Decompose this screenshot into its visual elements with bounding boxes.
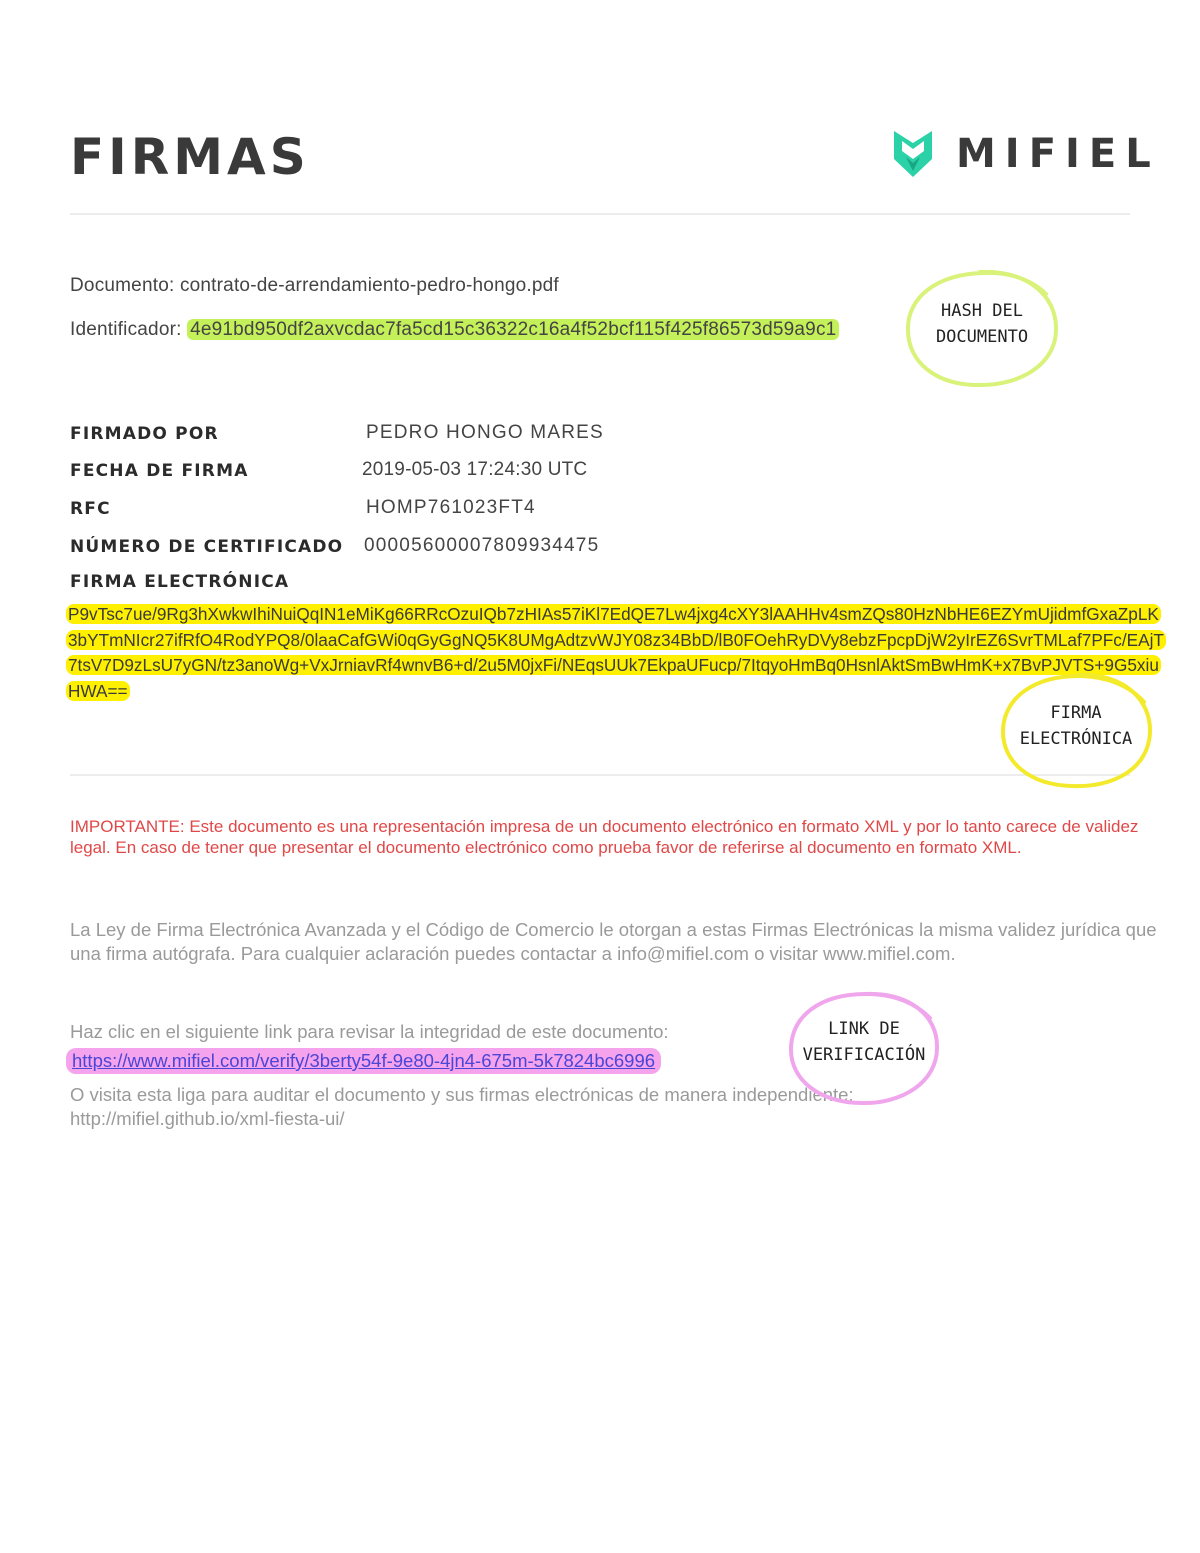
important-notice: IMPORTANTE: Este documento es una representación impresa de un documento electrónico en formato XML y por lo tanto carece de validez legal. En caso de tener que presentar el documento electrónico como prueba favor de referirse al documento en formato XML. — [70, 817, 1139, 857]
document-name: contrato-de-arrendamiento-pedro-hongo.pdf — [179, 275, 559, 296]
certificate-number-label: NÚMERO DE CERTIFICADO — [70, 537, 344, 557]
hash-annotation-line2: DOCUMENTO — [935, 327, 1029, 347]
hash-annotation-label — [908, 298, 1056, 350]
electronic-signature-text: P9vTsc7ue/9Rg3hXwkwIhiNuiQqIN1eMiKg66RRcOzuIQb7zHIAs57iKl7EdQE7Lw4jxg4cXY3lAAHHv4smZQs80HzNbHE6EZYmUjidmfGxaZpLK3bYTmNIcr27ifRfO4RodYPQ8/0laaCafGWi0qGyGgNQ5K8UMgAdtzvWJY08z34BbD/lB0FOehRyDVy8ebzFpcpDjW2yIrEZ6SvrTMLaf7PFc/EAjT7tsV7D9zLsU7yGN/tz3anoWg+VxJrniavRf4wnvB6+d/2u5M0jxFi/NEqsUUk7EkpaUFucp/7ItqyoHmBq0HsnlAktSmBwHmK+x7BvPJVTS+9G5xiuHWA== — [68, 604, 1164, 701]
certificate-number-value: 00005600007809934475 — [364, 535, 600, 556]
electronic-signature-label: FIRMA ELECTRÓNICA — [70, 572, 290, 592]
header-divider — [70, 213, 1130, 215]
identifier-label: Identificador: — [70, 319, 182, 340]
page-title: FIRMAS — [70, 128, 310, 186]
audit-intro: O visita esta liga para auditar el documento y sus firmas electrónicas de manera independiente: — [70, 1084, 854, 1105]
brand-name: MIFIEL — [956, 131, 1160, 177]
link-annotation-line1: LINK DE — [828, 1019, 900, 1039]
verify-link[interactable]: https://www.mifiel.com/verify/3berty54f-9e80-4jn4-675m-5k7824bc6996 — [66, 1048, 661, 1074]
signed-by-label: FIRMADO POR — [70, 424, 219, 444]
signature-divider — [70, 774, 1130, 776]
identifier-hash: 4e91bd950df2axvcdac7fa5cd15c36322c16a4f52bcf115f425f86573d59a9c1 — [187, 319, 839, 340]
mifiel-logo-icon — [892, 129, 934, 179]
document-line — [70, 275, 559, 297]
legal-notice: La Ley de Firma Electrónica Avanzada y el Código de Comercio le otorgan a estas Firmas Electrónicas la misma validez jurídica que una firma autógrafa. Para cualquier aclaración puedes contactar a info@mifiel.com o visitar www.mifiel.com. — [70, 919, 1157, 964]
rfc-label: RFC — [70, 499, 111, 519]
identifier-line — [70, 319, 839, 341]
signature-annotation-line2: ELECTRÓNICA — [1019, 729, 1133, 749]
signature-date-label: FECHA DE FIRMA — [70, 461, 249, 481]
document-label: Documento: — [70, 275, 175, 296]
signature-annotation-label — [1002, 700, 1150, 752]
brand-logo — [892, 128, 1160, 180]
signature-annotation-line1: FIRMA — [1050, 703, 1102, 723]
verify-intro: Haz clic en el siguiente link para revisar la integridad de este documento: — [70, 1021, 669, 1042]
link-annotation-label — [790, 1016, 938, 1068]
signature-date-value: 2019-05-03 17:24:30 UTC — [362, 459, 588, 480]
audit-link[interactable]: http://mifiel.github.io/xml-fiesta-ui/ — [70, 1108, 345, 1129]
signed-by-value: PEDRO HONGO MARES — [366, 422, 604, 443]
link-annotation-line2: VERIFICACIÓN — [802, 1045, 926, 1065]
rfc-value: HOMP761023FT4 — [366, 497, 536, 518]
hash-annotation-line1: HASH DEL — [941, 301, 1023, 321]
